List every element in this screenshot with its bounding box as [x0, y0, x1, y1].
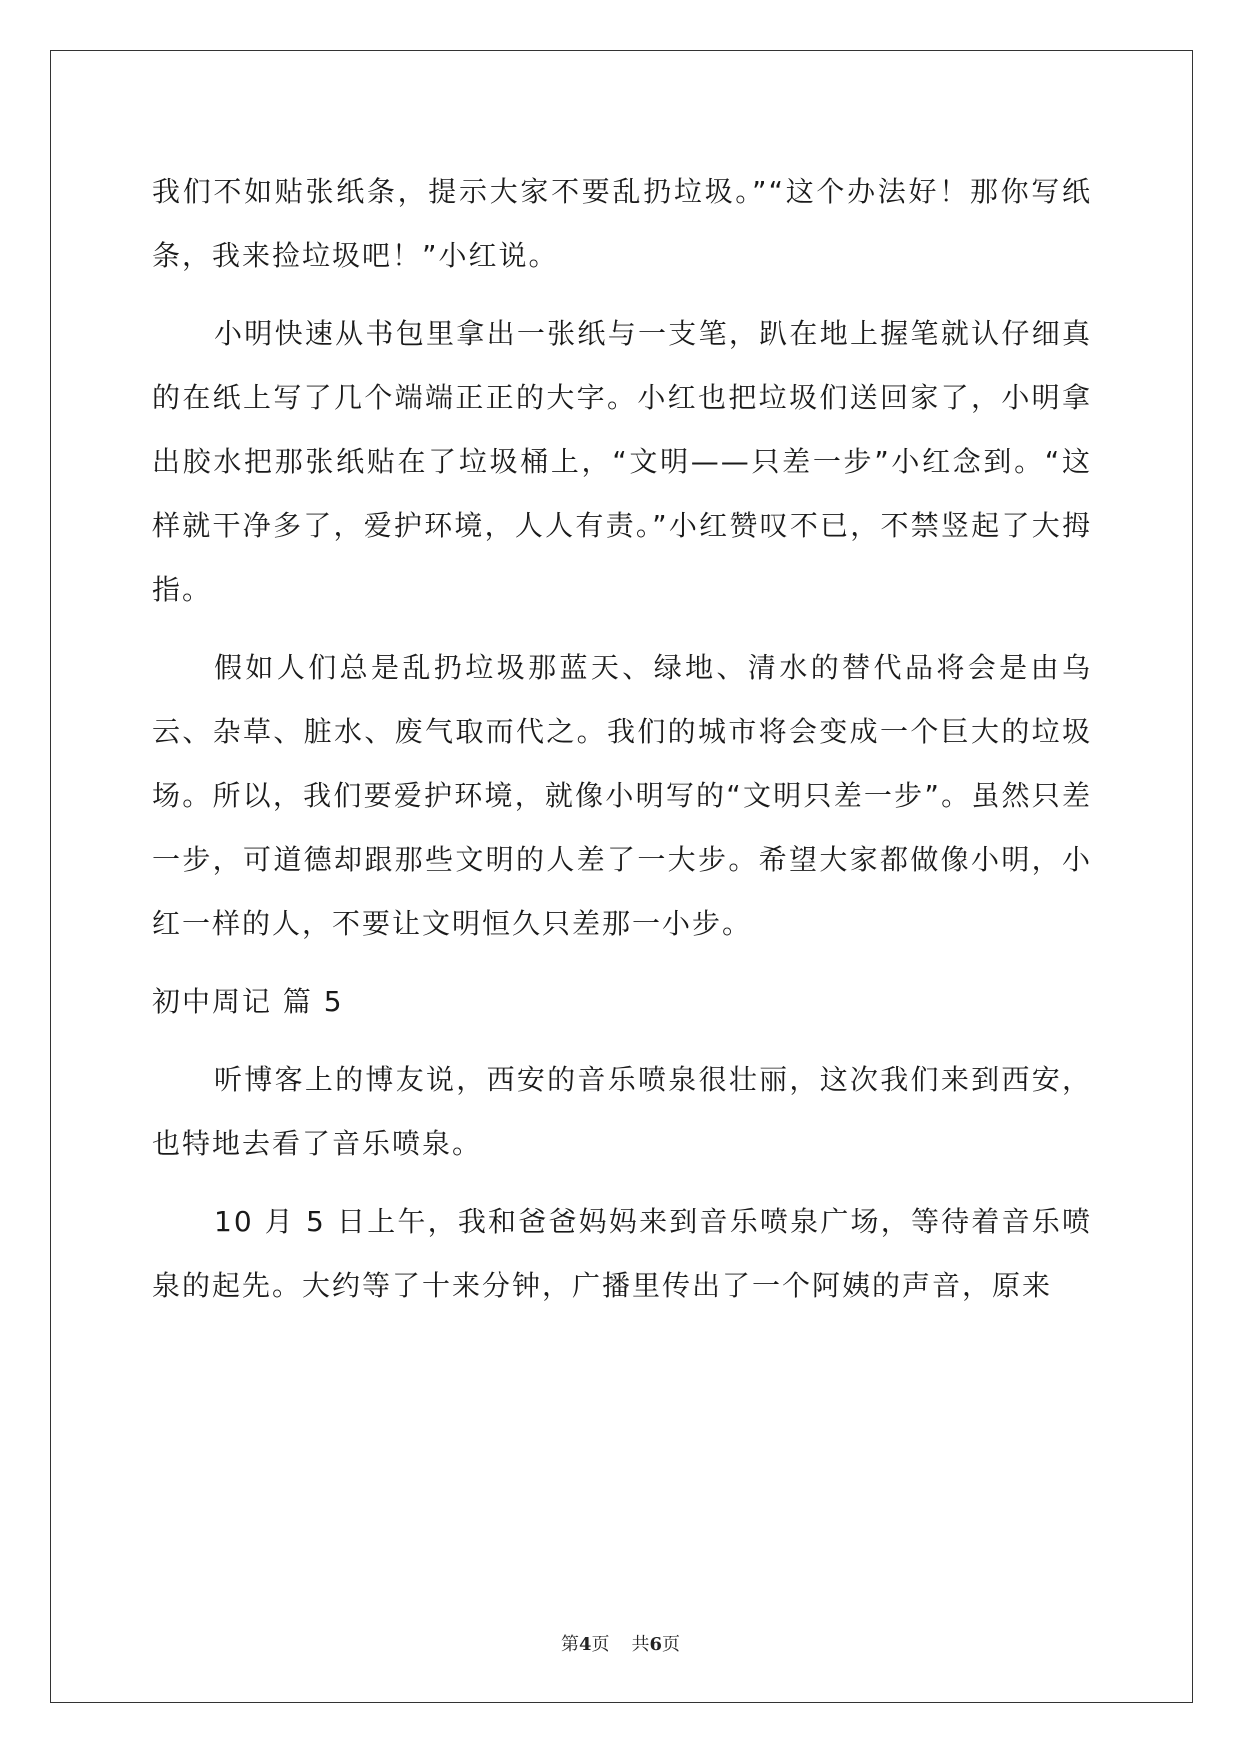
total-suffix: 页 — [662, 1634, 681, 1655]
paragraph-1: 我们不如贴张纸条，提示大家不要乱扔垃圾。”“这个办法好！那你写纸条，我来捡垃圾吧！”小红说。 — [152, 175, 1092, 272]
page-footer — [0, 1630, 1241, 1656]
section-heading: 初中周记 篇 5 — [152, 985, 344, 1018]
page-prefix: 第 — [560, 1634, 579, 1655]
page-total: 6 — [649, 1634, 663, 1655]
paragraph-3: 假如人们总是乱扔垃圾那蓝天、绿地、清水的替代品将会是由乌云、杂草、脏水、废气取而代之。我们的城市将会变成一个巨大的垃圾场。所以，我们要爱护环境，就像小明写的“文明只差一步”。虽然只差一步，可道德却跟那些文明的人差了一大步。希望大家都做像小明，小红一样的人，不要让文明恒久只差那一小步。 — [152, 651, 1092, 940]
paragraph-5: 10 月 5 日上午，我和爸爸妈妈来到音乐喷泉广场，等待着音乐喷泉的起先。大约等了十来分钟，广播里传出了一个阿姨的声音，原来 — [152, 1205, 1092, 1302]
paragraph-4: 听博客上的博友说，西安的音乐喷泉很壮丽，这次我们来到西安，也特地去看了音乐喷泉。 — [152, 1063, 1092, 1160]
paragraph-2: 小明快速从书包里拿出一张纸与一支笔，趴在地上握笔就认仔细真的在纸上写了几个端端正正的大字。小红也把垃圾们送回家了，小明拿出胶水把那张纸贴在了垃圾桶上，“文明——只差一步”小红念到。“这样就干净多了，爱护环境，人人有责。”小红赞叹不已，不禁竖起了大拇指。 — [152, 317, 1092, 606]
page-current: 4 — [578, 1634, 592, 1655]
page-suffix: 页 — [591, 1634, 610, 1655]
document-body — [152, 160, 1092, 1332]
total-prefix: 共 — [631, 1634, 650, 1655]
